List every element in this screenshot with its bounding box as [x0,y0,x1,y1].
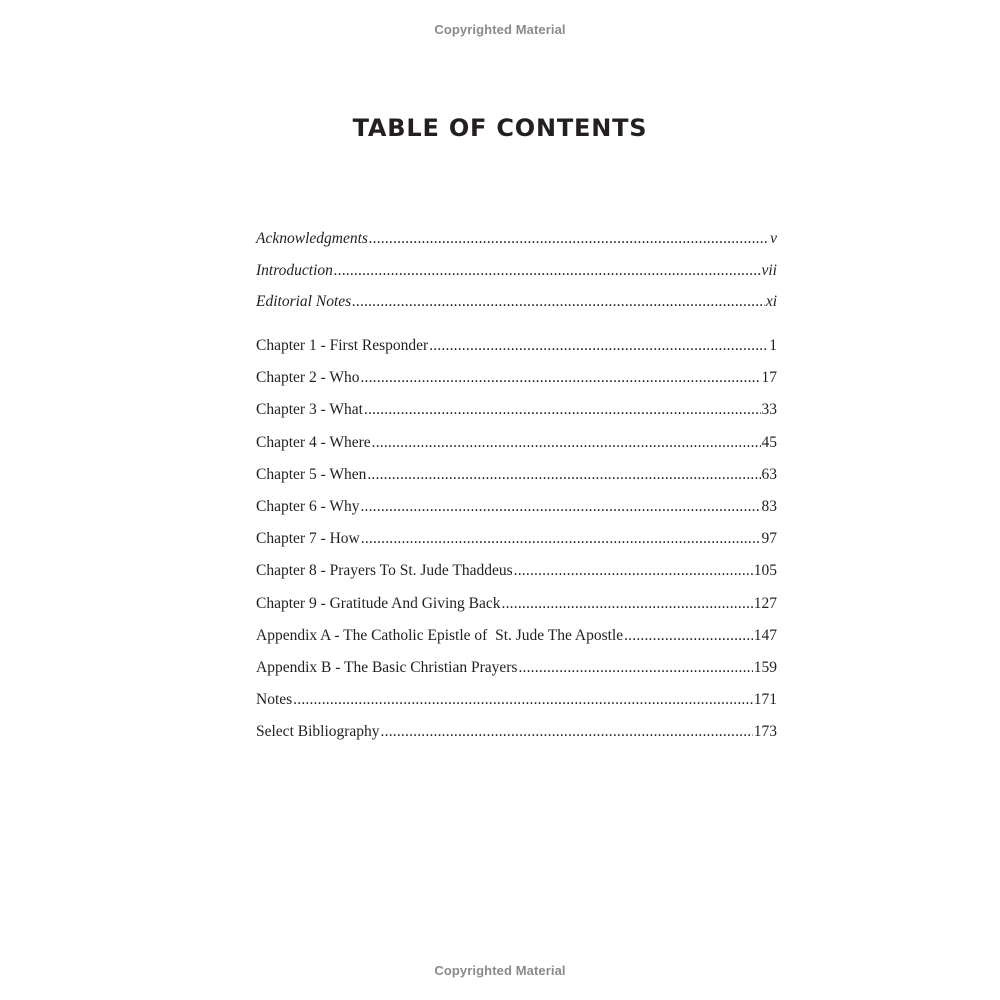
toc-entry-acknowledgments[interactable] [256,230,777,262]
toc-entry-notes[interactable] [256,691,777,723]
toc-entry-page: 45 [761,433,777,451]
toc-entry-chapter-3[interactable] [256,401,777,433]
toc-entry-title: Chapter 2 - Who [256,369,360,387]
dot-leader [429,337,768,355]
toc-entry-appendix-a[interactable] [256,627,777,659]
chapter-list [256,337,777,755]
toc-entry-title: Chapter 1 - First Responder [256,337,429,354]
toc-entry-title: Chapter 9 - Gratitude And Giving Back [256,594,501,612]
toc-entry-title: Select Bibliography [256,723,380,741]
toc-entry-page: vii [761,261,777,279]
toc-entry-title: Chapter 3 - What [256,401,363,419]
toc-entry-editorial-notes[interactable] [256,293,777,325]
toc-entry-chapter-7[interactable] [256,530,777,562]
dot-leader [518,659,752,677]
toc-entry-chapter-9[interactable] [256,595,777,627]
toc-entry-introduction[interactable] [256,262,777,294]
toc-entry-title: Introduction [256,261,333,279]
toc-entry-page: 1 [769,337,777,354]
toc-entry-page: 97 [761,530,777,548]
toc-entry-title: Chapter 6 - Why [256,497,360,515]
front-matter-list [256,230,777,325]
dot-leader [334,262,761,280]
toc-entry-title: Notes [256,691,293,709]
toc-entry-page: 173 [753,723,777,741]
toc-entry-chapter-5[interactable] [256,466,777,498]
toc-entry-page: xi [765,293,777,311]
dot-leader [381,723,753,741]
toc-entry-page: 105 [753,562,777,580]
toc-entry-chapter-1[interactable] [256,337,777,369]
dot-leader [502,595,753,613]
toc-entry-page: 17 [761,369,777,387]
copyright-watermark-top: Copyrighted Material [434,22,566,37]
toc-entry-title: Appendix A - The Catholic Epistle of St. Jude The Apostle [256,626,624,644]
toc-entry-chapter-8[interactable] [256,562,777,594]
page-title: TABLE OF CONTENTS [352,114,648,142]
toc-entry-page: v [770,230,777,247]
dot-leader [367,466,760,484]
toc-entry-chapter-2[interactable] [256,369,777,401]
toc-entry-appendix-b[interactable] [256,659,777,691]
dot-leader [372,434,761,452]
dot-leader [361,530,761,548]
dot-leader [352,293,765,311]
dot-leader [360,498,760,516]
toc-entry-title: Chapter 7 - How [256,530,360,548]
copyright-watermark-bottom: Copyrighted Material [434,963,566,978]
toc-entry-select-bibliography[interactable] [256,723,777,755]
toc-entry-title: Appendix B - The Basic Christian Prayers [256,658,518,676]
toc-entry-title: Editorial Notes [256,293,352,311]
toc-entry-page: 171 [753,691,777,709]
toc-entry-title: Chapter 5 - When [256,465,367,483]
toc-entry-page: 83 [761,497,777,515]
toc-entry-page: 63 [761,465,777,483]
dot-leader [624,627,753,645]
toc-entry-title: Chapter 8 - Prayers To St. Jude Thaddeus [256,562,513,580]
dot-leader [293,691,753,709]
dot-leader [364,401,761,419]
toc-entry-page: 147 [753,626,777,644]
toc-entry-chapter-4[interactable] [256,434,777,466]
toc-entry-page: 127 [753,594,777,612]
toc-entry-title: Acknowledgments [256,230,368,247]
toc-entry-title: Chapter 4 - Where [256,433,371,451]
toc-entry-chapter-6[interactable] [256,498,777,530]
dot-leader [514,562,753,580]
toc-entry-page: 159 [753,658,777,676]
toc-entry-page: 33 [761,401,777,419]
dot-leader [360,369,760,387]
dot-leader [369,230,769,248]
